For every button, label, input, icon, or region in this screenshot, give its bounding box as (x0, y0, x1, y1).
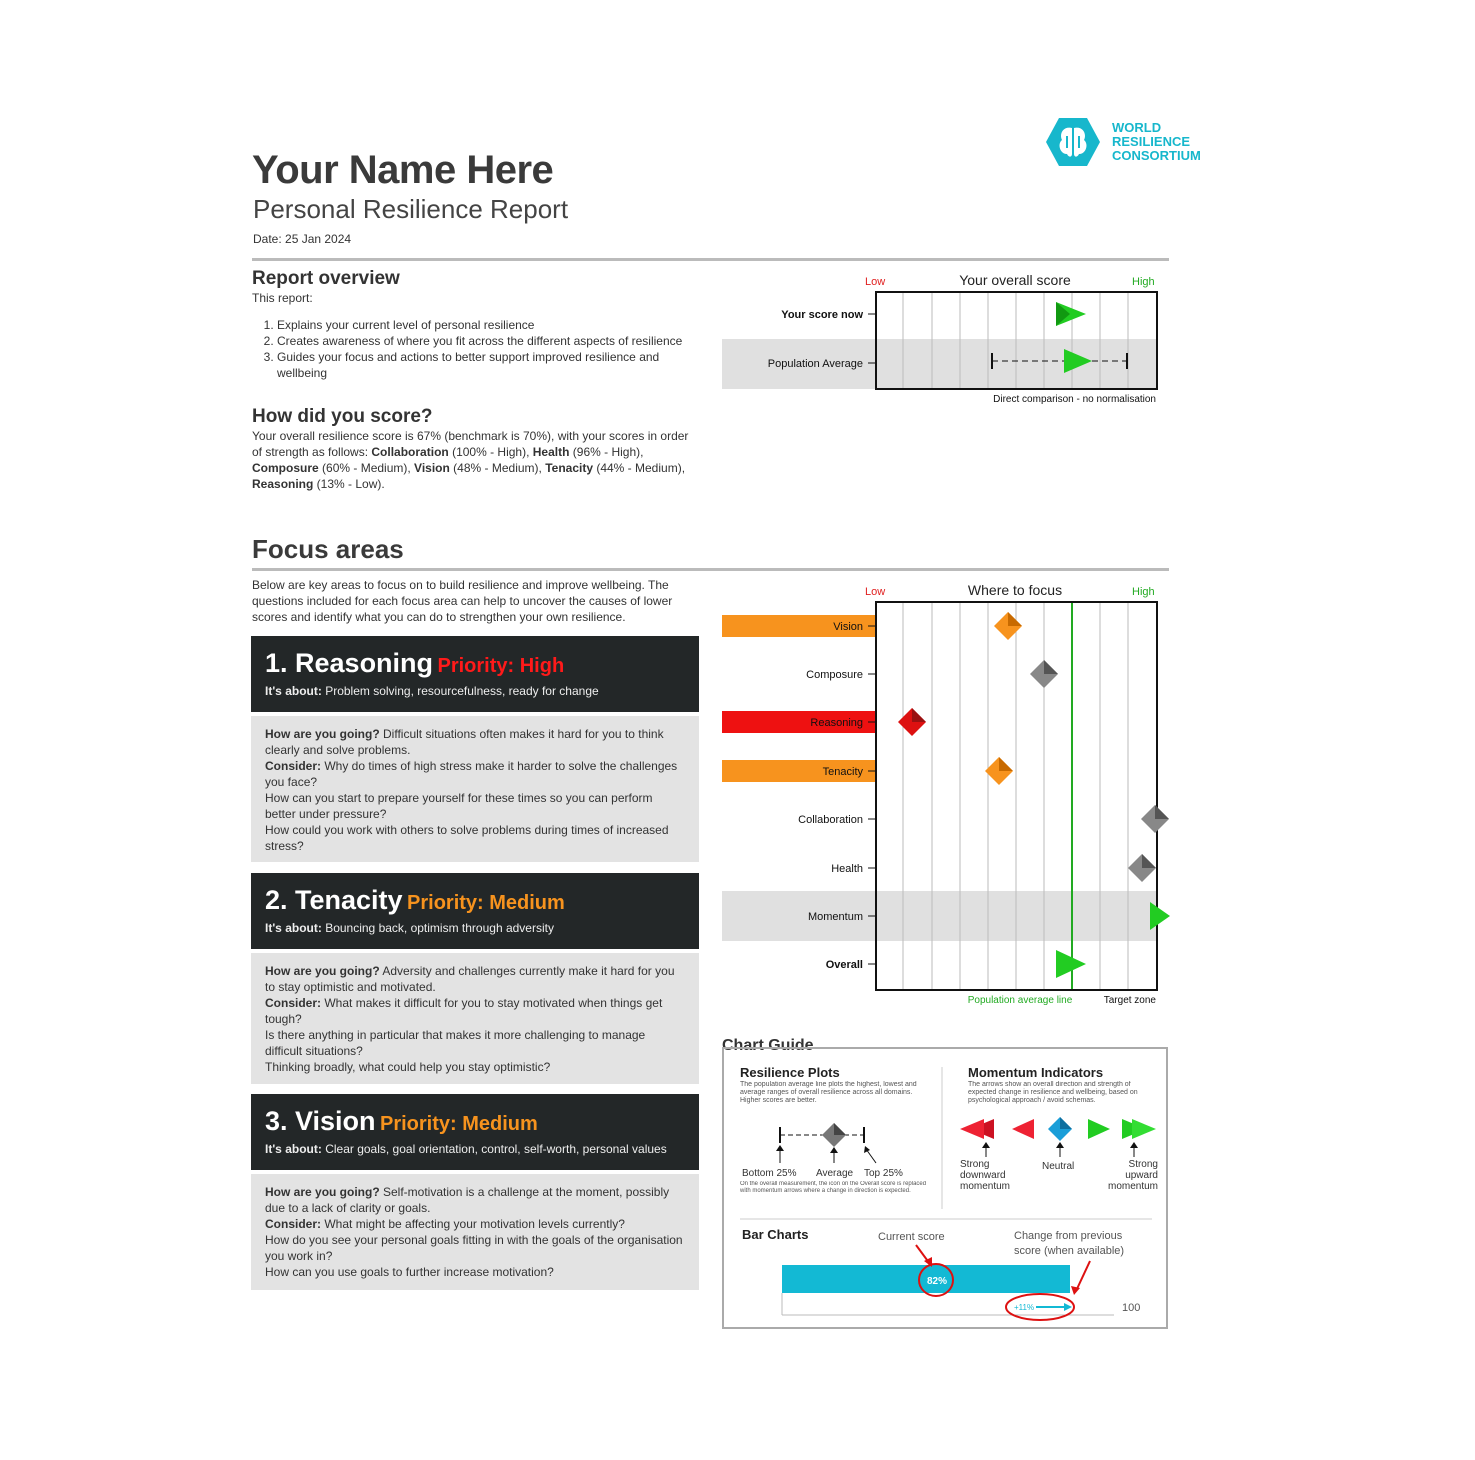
overview-intro: This report: (252, 291, 313, 305)
question: Is there anything in particular that makes it more challenging to manage difficult situations? (265, 1028, 646, 1058)
about-text: Problem solving, resourcefulness, ready for change (321, 684, 599, 698)
health-marker-icon (1128, 854, 1156, 882)
bar-value-label: 82% (927, 1276, 948, 1287)
down-arrow-icon (1012, 1119, 1034, 1139)
row-label: Composure (806, 669, 863, 681)
question: How could you work with others to solve problems during times of increased stress? (265, 823, 669, 853)
row-label: Reasoning (810, 717, 863, 729)
domain-name: Collaboration (371, 445, 449, 459)
priority-badge: Priority: Medium (407, 892, 565, 914)
score-text: Your overall resilience score is 67% (benchmark is 70%), with your scores in order of strength as follows: (252, 429, 689, 459)
row-label: Health (831, 863, 863, 875)
consider-text (265, 995, 685, 1027)
list-item: 3. Guides your focus and actions to better support improved resilience and wellbeing (277, 349, 695, 381)
domain-name: Composure (252, 461, 319, 475)
brand-name (1112, 121, 1201, 163)
chart-guide-box (722, 1047, 1168, 1329)
top-25-label: Top 25% (864, 1168, 903, 1179)
about-text: Bouncing back, optimism through adversity (321, 921, 554, 935)
about-label: It's about: (265, 684, 322, 698)
going-label: How are you going? (265, 1185, 380, 1199)
going-body: Adversity and challenges currently make it hard for you to stay optimistic and motivated. (265, 964, 675, 994)
score-text: (100% - High), (448, 445, 533, 459)
average-diamond-icon (822, 1123, 846, 1147)
question: How can you start to prepare yourself for these times so you can perform better under pressure? (265, 791, 653, 821)
card-title: 3. Vision (265, 1106, 376, 1136)
row-label: Tenacity (822, 766, 863, 778)
card-title: 2. Tenacity (265, 885, 403, 915)
domain-name: Health (532, 445, 570, 459)
chart-guide-title: Chart Guide (722, 1037, 814, 1054)
change-value-label: +11% (1014, 1303, 1035, 1312)
average-label: Average (816, 1168, 854, 1179)
row-label: Population Average (767, 358, 863, 370)
score-text: (60% - Medium), (318, 461, 415, 475)
collaboration-marker-icon (1141, 805, 1169, 833)
going-body: Self-motivation is a challenge at the moment, possibly due to a lack of clarity or goals. (265, 1185, 670, 1215)
about-label: It's about: (265, 1142, 322, 1156)
about-text: Clear goals, goal orientation, control, self-worth, personal values (321, 1142, 667, 1156)
going-text (265, 963, 685, 995)
current-score-label: Current score (878, 1231, 945, 1243)
row-label: Your score now (781, 309, 863, 321)
focus-intro: Below are key areas to focus on to build resilience and improve wellbeing. The questions included for each focus area can help to uncover the causes of lower scores and identify what you can do to strengthen your own resilience. (252, 578, 673, 624)
reasoning-marker-icon (898, 708, 926, 736)
header-divider (252, 258, 1169, 261)
consider-body: Why do times of high stress make it harder to solve the challenges you face? (265, 759, 678, 789)
score-text: (13% - Low). (313, 477, 385, 491)
bar-max-label: 100 (1122, 1302, 1141, 1314)
overview-list (255, 317, 695, 381)
strong-down-arrow-icon (960, 1119, 994, 1139)
focus-card-reasoning-header (251, 636, 699, 712)
consider-text (265, 758, 685, 790)
population-average-label: Population average line (967, 995, 1073, 1006)
plots-title: Resilience Plots (740, 1065, 840, 1080)
row-label: Vision (833, 621, 863, 633)
focus-card-vision-body (251, 1174, 699, 1290)
strong-up-label: Strong upward momentum (1107, 1159, 1158, 1192)
consider-label: Consider: (265, 996, 322, 1010)
report-subtitle: Personal Resilience Report (253, 194, 569, 224)
row-label: Momentum (807, 911, 863, 923)
card-about (265, 921, 554, 935)
domain-name: Vision (414, 461, 450, 475)
going-text (265, 726, 685, 758)
overall-score-chart (720, 268, 1170, 415)
brand-line-2: RESILIENCE (1112, 134, 1191, 149)
going-body: Difficult situations often makes it hard for you to think clearly and solve problems. (265, 727, 664, 757)
consider-body: What makes it difficult for you to stay motivated when things get tough? (265, 996, 663, 1026)
going-label: How are you going? (265, 964, 380, 978)
list-item: 2. Creates awareness of where you fit across the different aspects of resilience (277, 333, 695, 349)
consider-body: What might be affecting your motivation levels currently? (321, 1217, 625, 1231)
report-date: Date: 25 Jan 2024 (253, 232, 352, 246)
consider-text (265, 1216, 685, 1232)
chart-footnote: Direct comparison - no normalisation (993, 394, 1156, 405)
bottom-25-label: Bottom 25% (742, 1168, 797, 1179)
focus-card-vision-header (251, 1094, 699, 1170)
report-name: Your Name Here (252, 148, 554, 192)
strong-up-arrow-icon (1122, 1119, 1156, 1139)
plots-description: The population average line plots the highest, lowest and average ranges of overall resilience across all domains. Higher scores are better. (740, 1081, 917, 1104)
up-arrow-icon (1088, 1119, 1110, 1139)
brain-logo-icon (1045, 116, 1101, 173)
focus-card-tenacity-header (251, 873, 699, 949)
momentum-title: Momentum Indicators (968, 1065, 1104, 1080)
tenacity-marker-icon (985, 757, 1013, 785)
focus-title: Focus areas (252, 534, 404, 564)
where-to-focus-chart (720, 578, 1172, 1015)
priority-badge: Priority: High (437, 655, 565, 677)
consider-label: Consider: (265, 1217, 322, 1231)
about-label: It's about: (265, 921, 322, 935)
question: How do you see your personal goals fitting in with the goals of the organisation you work in? (265, 1233, 683, 1263)
momentum-description: The arrows show an overall direction and strength of expected change in resilience and wellbeing, based on psychological approach / avoid schemas. (968, 1081, 1138, 1104)
overview-title: Report overview (252, 268, 400, 289)
going-text (265, 1184, 685, 1216)
neutral-label: Neutral (1042, 1161, 1075, 1172)
change-label: Change from previous score (when available) (1014, 1230, 1125, 1257)
row-label: Overall (825, 959, 863, 971)
question: Thinking broadly, what could help you stay optimistic? (265, 1060, 551, 1074)
score-text: (48% - Medium), (449, 461, 546, 475)
momentum-arrow-icon (1150, 902, 1170, 930)
going-label: How are you going? (265, 727, 380, 741)
momentum-band (722, 891, 1157, 941)
list-item: 1. Explains your current level of personal resilience (277, 317, 695, 333)
chart-title: Your overall score (959, 272, 1071, 288)
brand-line-1: WORLD (1112, 120, 1162, 135)
focus-card-tenacity-body (251, 953, 699, 1084)
high-label: High (1132, 586, 1155, 598)
high-label: High (1132, 276, 1155, 288)
current-score-bar (782, 1265, 1070, 1293)
chart-title: Where to focus (967, 582, 1063, 598)
card-about (265, 1142, 667, 1156)
brand-line-3: CONSORTIUM (1112, 148, 1201, 163)
target-zone-label: Target zone (1103, 995, 1156, 1006)
consider-label: Consider: (265, 759, 322, 773)
score-text: (96% - High), (569, 445, 644, 459)
domain-name: Tenacity (545, 461, 593, 475)
low-label: Low (865, 586, 886, 598)
score-title: How did you score? (252, 406, 433, 427)
card-title: 1. Reasoning (265, 648, 434, 678)
composure-marker-icon (1030, 660, 1058, 688)
vision-marker-icon (994, 612, 1022, 640)
row-label: Collaboration (798, 814, 863, 826)
strong-down-label: Strong downward momentum (960, 1159, 1011, 1192)
score-summary (252, 428, 697, 492)
score-text: (44% - Medium), (593, 461, 686, 475)
low-label: Low (865, 276, 886, 288)
neutral-diamond-icon (1048, 1117, 1072, 1141)
domain-name: Reasoning (252, 477, 314, 491)
priority-badge: Priority: Medium (380, 1113, 538, 1135)
focus-card-reasoning-body (251, 716, 699, 862)
focus-divider (252, 568, 1169, 571)
question: How can you use goals to further increase motivation? (265, 1265, 554, 1279)
bar-charts-title: Bar Charts (742, 1227, 809, 1242)
card-about (265, 684, 599, 698)
plots-note: On the overall measurement, the icon on the Overall score is replaced with momentum arrows where a change in direction is expected. (740, 1181, 927, 1194)
